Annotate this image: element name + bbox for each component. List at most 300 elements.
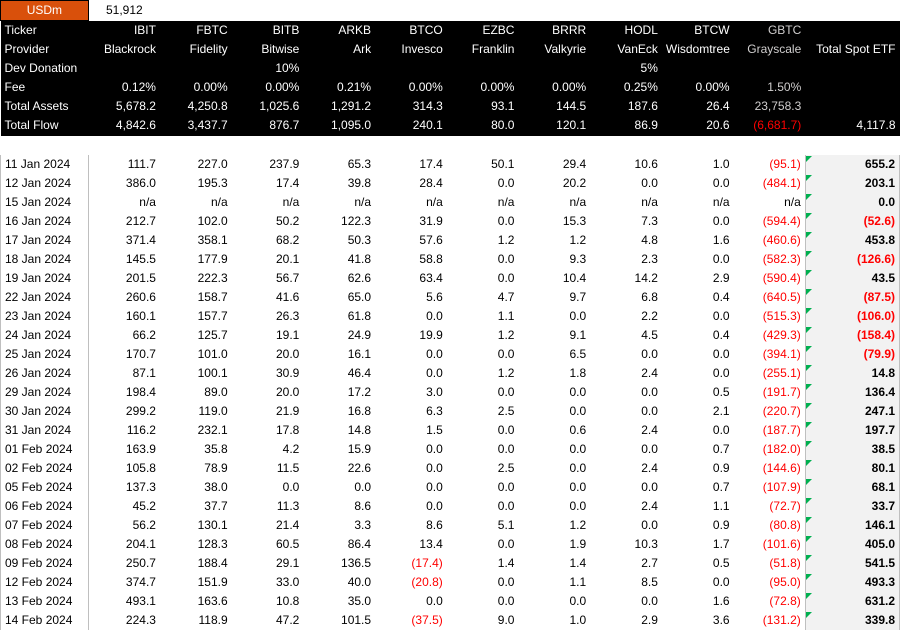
row-value: 0.0 [662,250,734,269]
row-total-text: 493.3 [864,574,895,589]
header-cell: 1.50% [734,78,806,97]
row-value: 61.8 [303,307,375,326]
row-total [805,269,899,288]
row-value: (101.6) [734,535,806,554]
row-value: 0.0 [447,250,519,269]
row-value: 2.1 [662,402,734,421]
row-value: 2.5 [447,459,519,478]
row-value: 0.6 [518,421,590,440]
row-value: 35.0 [303,592,375,611]
row-total-text: 405.0 [864,536,895,551]
table-row [1,250,900,269]
row-total [805,573,899,592]
header-cell: BITB [232,21,304,41]
flag-icon [806,194,812,200]
row-date: 15 Jan 2024 [1,193,89,212]
row-value: 136.5 [303,554,375,573]
row-value: (144.6) [734,459,806,478]
header-cell: 314.3 [375,97,447,116]
row-total [805,326,899,345]
row-value: 0.4 [662,326,734,345]
table-row [1,231,900,250]
row-total-text: 203.1 [864,175,895,190]
header-row-fee [1,78,900,97]
header-cell: Grayscale [734,40,806,59]
row-total-text: 339.8 [864,612,895,627]
row-value: 2.9 [662,269,734,288]
row-value: 78.9 [160,459,232,478]
row-value: 0.0 [590,345,662,364]
header-cell [160,59,232,78]
table-row [1,516,900,535]
header-cell: Fidelity [160,40,232,59]
row-value: n/a [447,193,519,212]
row-value: 1.2 [518,516,590,535]
row-value: 6.8 [590,288,662,307]
row-value: 39.8 [303,174,375,193]
row-value: 62.6 [303,269,375,288]
row-value: 1.6 [662,231,734,250]
row-value: 89.0 [160,383,232,402]
row-value: 20.1 [232,250,304,269]
header-cell: BTCW [662,21,734,41]
row-total-text: (158.4) [856,327,895,342]
row-date: 25 Jan 2024 [1,345,89,364]
units-label: USDm [1,1,89,21]
row-value: 0.0 [518,402,590,421]
header-cell: 20.6 [662,116,734,136]
header-cell: 240.1 [375,116,447,136]
row-date: 07 Feb 2024 [1,516,89,535]
flag-icon [806,346,812,352]
row-value: 111.7 [88,155,160,174]
row-total-text: 68.1 [871,479,895,494]
header-cell: VanEck [590,40,662,59]
row-value: 2.4 [590,364,662,383]
row-value: 2.4 [590,421,662,440]
row-value: 0.0 [375,440,447,459]
row-value: 222.3 [160,269,232,288]
row-value: 101.0 [160,345,232,364]
flag-icon [806,479,812,485]
row-value: 119.0 [160,402,232,421]
row-total [805,440,899,459]
row-date: 22 Jan 2024 [1,288,89,307]
row-value: 0.0 [590,592,662,611]
row-value: 0.0 [375,345,447,364]
row-value: 21.9 [232,402,304,421]
row-value: 1.0 [662,155,734,174]
row-total [805,402,899,421]
row-value: 0.0 [375,497,447,516]
row-value: 47.2 [232,611,304,630]
row-value: 122.3 [303,212,375,231]
header-cell [518,59,590,78]
row-value: (182.0) [734,440,806,459]
row-date: 24 Jan 2024 [1,326,89,345]
header-row-total-flow [1,116,900,136]
row-value: 41.6 [232,288,304,307]
row-value: 0.9 [662,459,734,478]
row-value: 63.4 [375,269,447,288]
header-cell: 0.00% [375,78,447,97]
row-value: 2.9 [590,611,662,630]
row-value: 170.7 [88,345,160,364]
row-value: 17.8 [232,421,304,440]
row-value: (95.1) [734,155,806,174]
row-value: n/a [88,193,160,212]
row-value: (17.4) [375,554,447,573]
row-date: 30 Jan 2024 [1,402,89,421]
header-label: Fee [1,78,89,97]
row-value: 11.3 [232,497,304,516]
row-value: (72.7) [734,497,806,516]
row-value: 50.3 [303,231,375,250]
row-value: 10.6 [590,155,662,174]
row-value: 24.9 [303,326,375,345]
header-cell: (6,681.7) [734,116,806,136]
row-total-text: 33.7 [871,498,895,513]
row-value: (191.7) [734,383,806,402]
row-value: 10.3 [590,535,662,554]
row-value: 204.1 [88,535,160,554]
row-value: 2.4 [590,497,662,516]
row-value: 86.4 [303,535,375,554]
row-total [805,307,899,326]
row-value: 371.4 [88,231,160,250]
row-value: 10.8 [232,592,304,611]
row-value: 15.3 [518,212,590,231]
header-cell: 86.9 [590,116,662,136]
row-value: 0.0 [375,478,447,497]
header-cell: Bitwise [232,40,304,59]
row-value: (187.7) [734,421,806,440]
header-row-ticker [1,21,900,41]
row-value: 195.3 [160,174,232,193]
row-value: 8.5 [590,573,662,592]
row-value: 0.9 [662,516,734,535]
row-total [805,212,899,231]
row-value: 105.8 [88,459,160,478]
row-value: 0.0 [662,573,734,592]
row-total-text: 80.1 [871,460,895,475]
row-value: 151.9 [160,573,232,592]
row-value: 9.0 [447,611,519,630]
row-value: 2.5 [447,402,519,421]
header-cell: Ark [303,40,375,59]
row-value: 0.0 [590,402,662,421]
row-value: 0.0 [662,212,734,231]
table-row [1,459,900,478]
header-cell: Blackrock [88,40,160,59]
table-row [1,269,900,288]
flag-icon [806,460,812,466]
row-value: 31.9 [375,212,447,231]
table-row [1,345,900,364]
row-value: 0.0 [375,364,447,383]
header-cell: 1,095.0 [303,116,375,136]
header-total-cell [805,59,899,78]
row-value: 299.2 [88,402,160,421]
header-cell: 80.0 [447,116,519,136]
row-value: 1.9 [518,535,590,554]
units-value: 51,912 [88,1,160,21]
table-row [1,402,900,421]
row-value: 0.0 [447,383,519,402]
row-value: 17.4 [232,174,304,193]
flag-icon [806,441,812,447]
row-value: 21.4 [232,516,304,535]
flag-icon [806,422,812,428]
row-value: 15.9 [303,440,375,459]
table-row [1,212,900,231]
header-cell: 26.4 [662,97,734,116]
row-total [805,193,899,212]
row-value: 0.0 [590,440,662,459]
row-value: 19.1 [232,326,304,345]
row-value: 4.5 [590,326,662,345]
table-row [1,440,900,459]
table-row [1,326,900,345]
row-total [805,421,899,440]
row-value: 3.6 [662,611,734,630]
row-total-text: 43.5 [871,270,895,285]
row-value: n/a [662,193,734,212]
table-row [1,307,900,326]
row-value: 4.8 [590,231,662,250]
row-total [805,364,899,383]
row-value: 35.8 [160,440,232,459]
row-value: 20.0 [232,345,304,364]
row-total [805,535,899,554]
header-cell: 0.00% [518,78,590,97]
row-value: 1.6 [662,592,734,611]
row-value: (640.5) [734,288,806,307]
row-total [805,554,899,573]
flag-icon [806,308,812,314]
row-value: 374.7 [88,573,160,592]
row-date: 09 Feb 2024 [1,554,89,573]
row-value: 45.2 [88,497,160,516]
row-value: 1.5 [375,421,447,440]
header-cell: HODL [590,21,662,41]
row-value: (107.9) [734,478,806,497]
header-cell: 187.6 [590,97,662,116]
row-value: 0.0 [232,478,304,497]
header-cell: Wisdomtree [662,40,734,59]
table-row [1,193,900,212]
row-value: 0.7 [662,478,734,497]
table-row [1,554,900,573]
header-cell [303,59,375,78]
row-value: 101.5 [303,611,375,630]
table-row [1,535,900,554]
row-value: (20.8) [375,573,447,592]
header-cell [375,59,447,78]
row-value: 145.5 [88,250,160,269]
header-cell: 93.1 [447,97,519,116]
row-date: 26 Jan 2024 [1,364,89,383]
row-value: (594.4) [734,212,806,231]
row-value: 41.8 [303,250,375,269]
row-value: 0.0 [375,459,447,478]
row-value: 46.4 [303,364,375,383]
row-value: 1.1 [662,497,734,516]
row-value: 201.5 [88,269,160,288]
row-value: 0.0 [662,174,734,193]
row-value: n/a [160,193,232,212]
row-value: n/a [518,193,590,212]
header-label: Total Flow [1,116,89,136]
row-total [805,478,899,497]
row-value: 1.4 [447,554,519,573]
header-cell: 0.25% [590,78,662,97]
row-value: 1.0 [518,611,590,630]
header-label: Total Assets [1,97,89,116]
row-value: 102.0 [160,212,232,231]
row-value: 0.0 [518,440,590,459]
row-value: 65.3 [303,155,375,174]
header-cell [662,59,734,78]
row-total-text: 14.8 [871,365,895,380]
row-value: 60.5 [232,535,304,554]
row-total [805,497,899,516]
row-value: 0.0 [662,345,734,364]
row-value: 2.3 [590,250,662,269]
row-value: 5.1 [447,516,519,535]
row-date: 14 Feb 2024 [1,611,89,630]
row-value: 158.7 [160,288,232,307]
row-value: n/a [734,193,806,212]
row-date: 23 Jan 2024 [1,307,89,326]
row-date: 12 Feb 2024 [1,573,89,592]
row-value: 2.4 [590,459,662,478]
table-row [1,478,900,497]
header-cell: Invesco [375,40,447,59]
row-value: n/a [590,193,662,212]
row-value: 56.2 [88,516,160,535]
row-value: 19.9 [375,326,447,345]
row-value: 9.1 [518,326,590,345]
row-total [805,250,899,269]
row-value: (131.2) [734,611,806,630]
row-value: 65.0 [303,288,375,307]
row-date: 29 Jan 2024 [1,383,89,402]
header-cell: 3,437.7 [160,116,232,136]
flag-icon [806,612,812,618]
header-cell [734,59,806,78]
row-value: 56.7 [232,269,304,288]
row-value: 50.2 [232,212,304,231]
row-total [805,516,899,535]
separator-cell [1,136,900,155]
row-date: 19 Jan 2024 [1,269,89,288]
flag-icon [806,365,812,371]
flag-icon [806,498,812,504]
row-value: 0.5 [662,383,734,402]
row-total-text: 453.8 [864,232,895,247]
flag-icon [806,251,812,257]
row-value: 28.4 [375,174,447,193]
row-value: 1.2 [518,231,590,250]
header-cell: Valkyrie [518,40,590,59]
flag-icon [806,384,812,390]
row-value: 0.0 [447,440,519,459]
row-total-text: 247.1 [864,403,895,418]
row-date: 01 Feb 2024 [1,440,89,459]
row-date: 17 Jan 2024 [1,231,89,250]
row-value: 16.1 [303,345,375,364]
row-value: 9.3 [518,250,590,269]
row-value: 4.2 [232,440,304,459]
row-value: 8.6 [303,497,375,516]
flag-icon [806,593,812,599]
row-value: (51.8) [734,554,806,573]
row-date: 31 Jan 2024 [1,421,89,440]
row-value: 16.8 [303,402,375,421]
row-value: 7.3 [590,212,662,231]
table-row [1,174,900,193]
row-value: 163.6 [160,592,232,611]
row-value: 20.2 [518,174,590,193]
row-value: 14.8 [303,421,375,440]
row-value: 17.2 [303,383,375,402]
row-value: 0.0 [447,573,519,592]
row-value: 50.1 [447,155,519,174]
row-total-text: 631.2 [864,593,895,608]
row-value: 14.2 [590,269,662,288]
row-value: 118.9 [160,611,232,630]
row-value: 0.0 [447,174,519,193]
row-value: 386.0 [88,174,160,193]
flag-icon [806,403,812,409]
header-row-provider [1,40,900,59]
row-value: 22.6 [303,459,375,478]
flag-icon [806,536,812,542]
header-label: Provider [1,40,89,59]
row-value: (582.3) [734,250,806,269]
row-value: 0.0 [375,592,447,611]
row-value: 0.0 [447,478,519,497]
row-value: (515.3) [734,307,806,326]
row-value: 0.0 [518,459,590,478]
title-spacer [160,1,900,21]
header-cell: 120.1 [518,116,590,136]
header-cell: 4,250.8 [160,97,232,116]
row-value: 29.4 [518,155,590,174]
row-value: 87.1 [88,364,160,383]
row-value: 212.7 [88,212,160,231]
flag-icon [806,156,812,162]
header-cell: 4,842.6 [88,116,160,136]
row-value: 0.0 [590,478,662,497]
row-value: n/a [375,193,447,212]
header-cell: 10% [232,59,304,78]
row-total [805,611,899,630]
row-value: 250.7 [88,554,160,573]
header-cell: 5,678.2 [88,97,160,116]
row-date: 18 Jan 2024 [1,250,89,269]
header-cell: BTCO [375,21,447,41]
header-cell: 0.00% [447,78,519,97]
header-cell: ARKB [303,21,375,41]
table-row [1,383,900,402]
row-value: 130.1 [160,516,232,535]
table-row [1,592,900,611]
header-total-cell [805,97,899,116]
header-row-total-assets [1,97,900,116]
row-value: 125.7 [160,326,232,345]
